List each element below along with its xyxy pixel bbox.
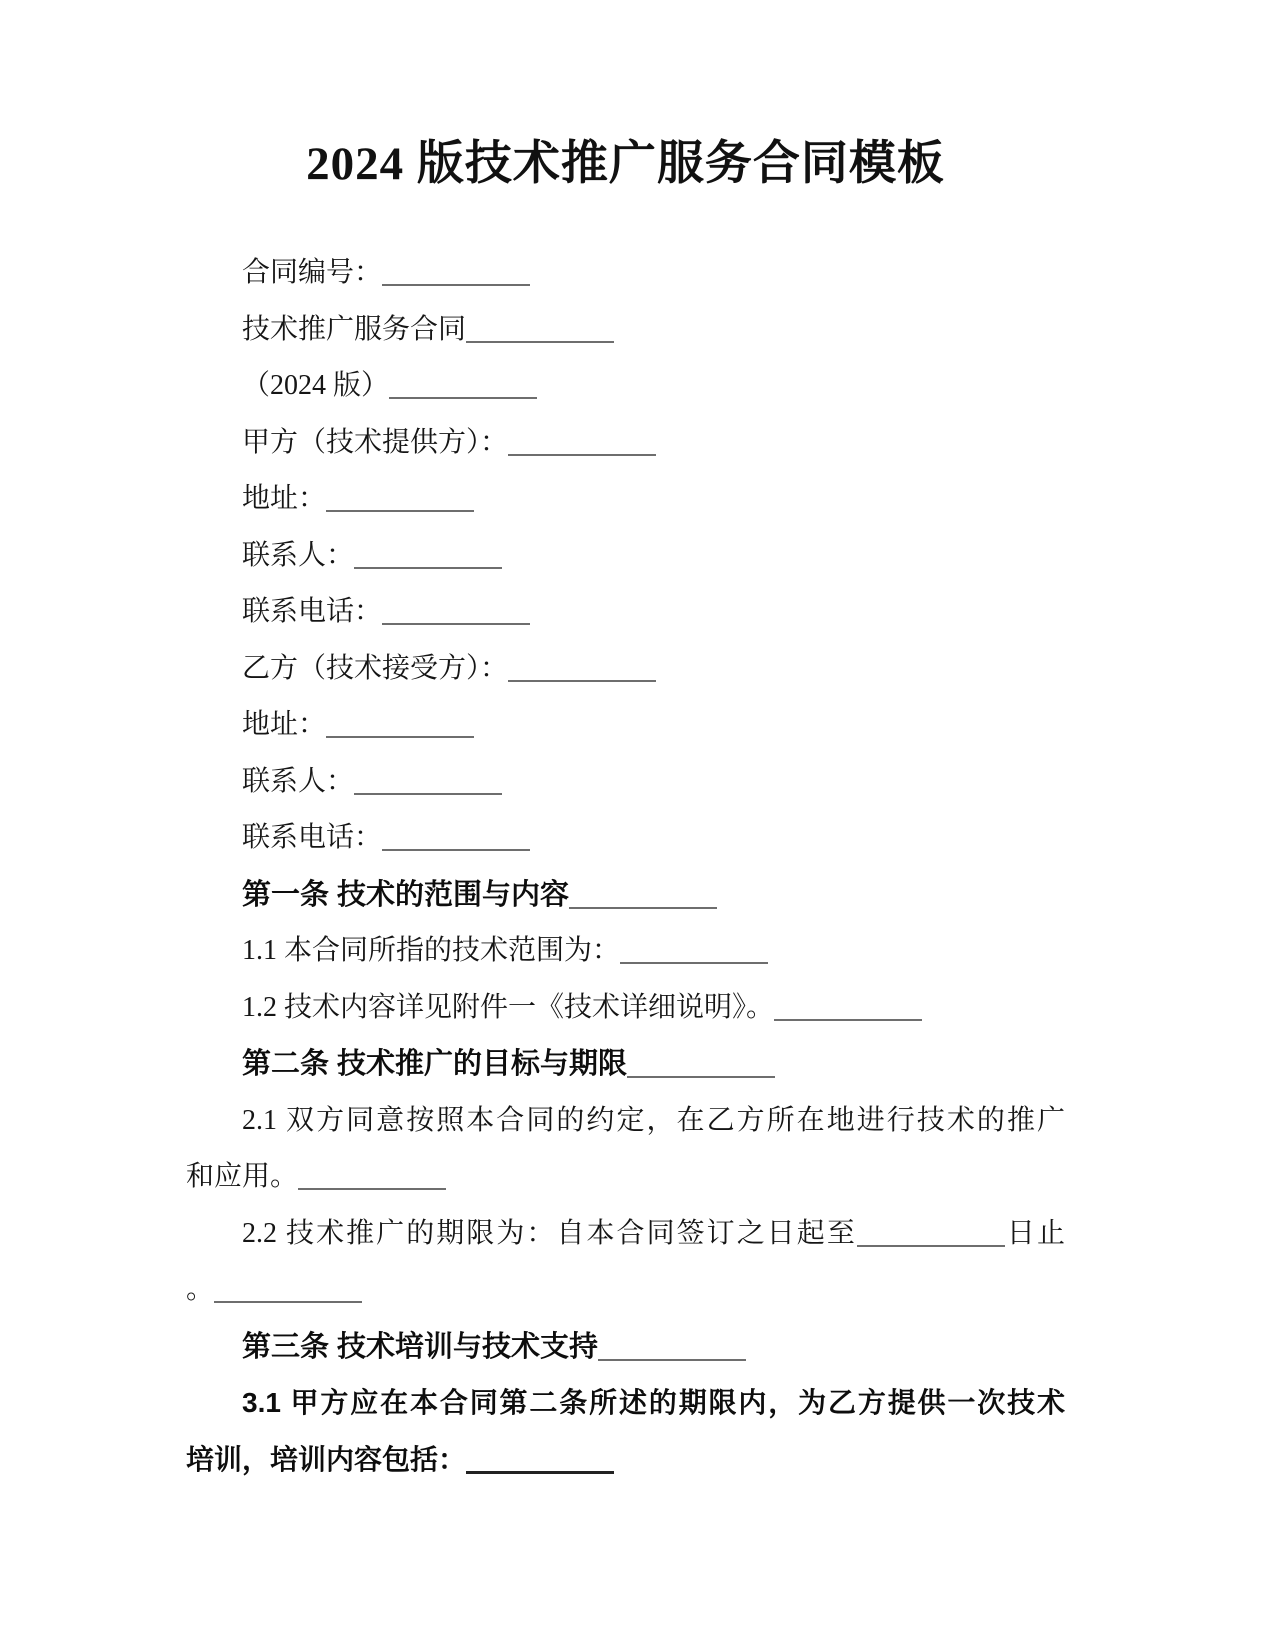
line-text: 2.2 技术推广的期限为：自本合同签订之日起至 <box>242 1217 857 1249</box>
line-text: （2024 版） <box>242 370 390 401</box>
line-text: 2.1 双方同意按照本合同的约定，在乙方所在地进行技术的推广 <box>242 1104 1065 1136</box>
line-text: 联系电话： <box>242 596 383 627</box>
line-text: 地址： <box>242 483 327 514</box>
blank-underline <box>326 708 474 738</box>
line-text: 第三条 技术培训与技术支持 <box>242 1330 599 1363</box>
blank-underline <box>382 256 530 286</box>
blank-underline <box>508 652 656 682</box>
document-line <box>186 923 1065 980</box>
line-text: 合同编号： <box>242 257 383 288</box>
document-line <box>186 641 1065 698</box>
document-line <box>186 1432 1065 1489</box>
document-line <box>186 1149 1065 1206</box>
line-text: 第二条 技术推广的目标与期限 <box>242 1048 628 1080</box>
blank-underline <box>627 1047 775 1078</box>
document-line <box>186 1319 1065 1376</box>
blank-underline <box>354 539 502 569</box>
document-line <box>186 867 1065 924</box>
line-text: 乙方（技术接受方）： <box>242 652 509 684</box>
document-line <box>186 358 1065 415</box>
line-text: 。 <box>186 1274 215 1305</box>
blank-underline <box>382 821 530 851</box>
document-line <box>186 697 1065 754</box>
document-line <box>186 1375 1065 1432</box>
blank-underline <box>466 1443 614 1474</box>
document-line <box>186 1206 1065 1263</box>
blank-underline <box>857 1217 1005 1247</box>
document-body <box>186 245 1065 1488</box>
line-text: 1.2 技术内容详见附件一《技术详细说明》。 <box>242 991 775 1023</box>
blank-underline <box>598 1330 746 1361</box>
line-text: 培训，培训内容包括： <box>186 1443 467 1475</box>
document-line <box>186 245 1065 302</box>
blank-underline <box>508 426 656 456</box>
line-text: 甲方（技术提供方）： <box>242 426 509 458</box>
document-line <box>186 415 1065 472</box>
line-text: 联系电话： <box>242 822 383 853</box>
document-line <box>186 980 1065 1037</box>
line-text: 联系人： <box>242 765 355 797</box>
document-line <box>186 1262 1065 1319</box>
line-text: 联系人： <box>242 539 355 571</box>
document-line <box>186 528 1065 585</box>
document-line <box>186 1093 1065 1150</box>
line-tail: 日止 <box>1004 1217 1065 1249</box>
document-line <box>186 1036 1065 1093</box>
blank-underline <box>389 369 537 399</box>
document-line <box>186 584 1065 641</box>
document-title: 2024 版技术推广服务合同模板 <box>306 138 945 190</box>
document-line <box>186 471 1065 528</box>
blank-underline <box>466 313 614 343</box>
blank-underline <box>214 1273 362 1303</box>
line-text: 地址： <box>242 709 327 740</box>
line-text: 和应用。 <box>186 1161 299 1192</box>
line-text: 技术推广服务合同 <box>242 313 467 345</box>
blank-underline <box>620 934 768 964</box>
blank-underline <box>774 991 922 1021</box>
document-line <box>186 754 1065 811</box>
blank-underline <box>326 482 474 512</box>
blank-underline <box>382 595 530 625</box>
document-line <box>186 810 1065 867</box>
document-line <box>186 302 1065 359</box>
blank-underline <box>298 1160 446 1190</box>
line-text: 3.1 甲方应在本合同第二条所述的期限内，为乙方提供一次技术 <box>242 1387 1065 1418</box>
line-text: 1.1 本合同所指的技术范围为： <box>242 935 621 966</box>
blank-underline <box>354 765 502 795</box>
blank-underline <box>569 878 717 909</box>
line-text: 第一条 技术的范围与内容 <box>242 878 570 911</box>
